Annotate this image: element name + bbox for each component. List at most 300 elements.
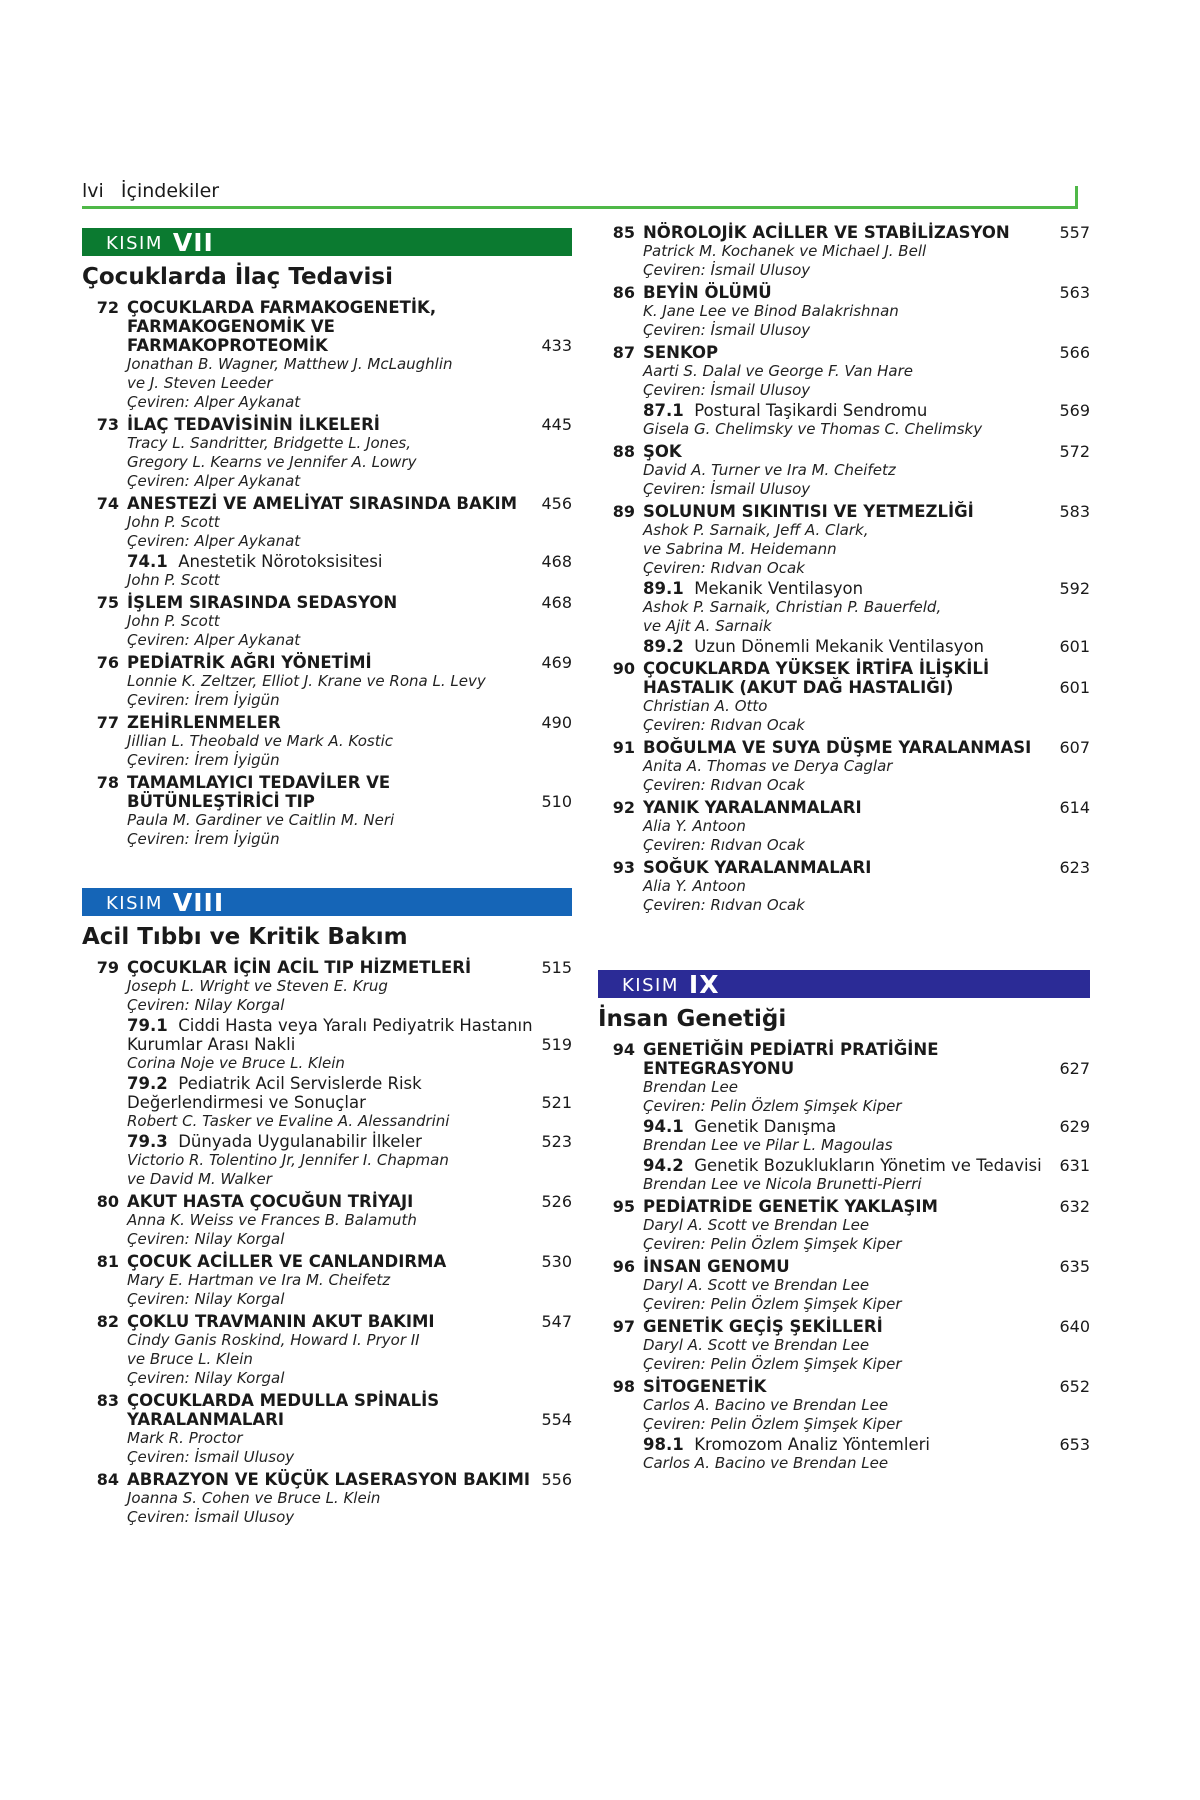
- chapter-title[interactable]: GENETİĞİN PEDİATRİ PRATİĞİNE ENTEGRASYONU: [643, 1040, 939, 1078]
- chapter-title-row: [643, 223, 1090, 242]
- chapter-entry[interactable]: [82, 713, 572, 770]
- page-number: 623: [1059, 858, 1090, 877]
- author-line: Gisela G. Chelimsky ve Thomas C. Chelimsky: [643, 420, 983, 438]
- chapter-entry[interactable]: [598, 1197, 1090, 1254]
- chapter-entry[interactable]: [82, 1470, 572, 1527]
- chapter-body: [127, 713, 572, 770]
- subchapter-title-row: [643, 579, 1090, 598]
- subchapter-number: 79.2: [127, 1074, 168, 1093]
- chapter-entry[interactable]: [82, 653, 572, 710]
- chapter-title-row: [127, 1192, 572, 1211]
- chapter-number: 94: [612, 1040, 635, 1059]
- chapter-title[interactable]: YANIK YARALANMALARI: [643, 798, 862, 817]
- translator-line: Çeviren: Nilay Korgal: [127, 1369, 285, 1387]
- chapter-title-row: [127, 298, 572, 355]
- chapter-title-row: [127, 773, 572, 811]
- subchapter-title-row: [643, 1156, 1090, 1175]
- subchapter-title[interactable]: Kromozom Analiz Yöntemleri: [694, 1435, 930, 1454]
- subchapter-number: 89.1: [643, 579, 684, 598]
- chapter-body: [643, 223, 1090, 280]
- chapter-title-row: [127, 1470, 572, 1489]
- chapter-title-row: [643, 659, 1090, 697]
- chapter-title[interactable]: ZEHİRLENMELER: [127, 713, 281, 732]
- author-line: David A. Turner ve Ira M. Cheifetz: [643, 461, 896, 479]
- chapter-title-row: [643, 502, 1090, 521]
- chapter-title[interactable]: ÇOCUKLARDA YÜKSEK İRTİFA İLİŞKİLİ HASTALIK (AKUT DAĞ HASTALIĞI): [643, 659, 990, 697]
- author-line: Robert C. Tasker ve Evaline A. Alessandrini: [127, 1112, 450, 1130]
- chapter-number: 85: [612, 223, 635, 242]
- chapter-number: 95: [612, 1197, 635, 1216]
- subchapter-title[interactable]: Mekanik Ventilasyon: [694, 579, 864, 598]
- author-line: Brendan Lee ve Pilar L. Magoulas: [643, 1136, 893, 1154]
- chapter-body: [643, 1197, 1090, 1254]
- chapter-title[interactable]: İŞLEM SIRASINDA SEDASYON: [127, 593, 398, 612]
- chapter-title[interactable]: ŞOK: [643, 442, 682, 461]
- page-number: 601: [1059, 637, 1090, 656]
- chapter-entry[interactable]: [598, 1257, 1090, 1314]
- subchapter-title-row: [643, 1117, 1090, 1136]
- author-line: Corina Noje ve Bruce L. Klein: [127, 1054, 345, 1072]
- author-line: Carlos A. Bacino ve Brendan Lee: [643, 1396, 889, 1414]
- subchapter-title[interactable]: Genetik Danışma: [694, 1117, 837, 1136]
- page-number: 526: [541, 1192, 572, 1211]
- author-line: Mary E. Hartman ve Ira M. Cheifetz: [127, 1271, 391, 1289]
- chapter-body: [127, 494, 572, 590]
- chapter-number: 73: [96, 415, 119, 434]
- chapter-body: [127, 958, 572, 1189]
- header-rule-tick: [1075, 186, 1078, 209]
- part-keyword: KISIM: [622, 975, 679, 996]
- translator-line: Çeviren: Alper Aykanat: [127, 472, 301, 490]
- chapter-body: [643, 858, 1090, 915]
- page-number: 433: [541, 336, 572, 355]
- page-number: 569: [1059, 401, 1090, 420]
- chapter-number: 81: [96, 1252, 119, 1271]
- chapter-entry[interactable]: [82, 494, 572, 590]
- subchapter-title[interactable]: Uzun Dönemli Mekanik Ventilasyon: [694, 637, 984, 656]
- translator-line: Çeviren: İrem İyigün: [127, 751, 280, 769]
- chapter-body: [643, 659, 1090, 735]
- chapter-title[interactable]: GENETİK GEÇİŞ ŞEKİLLERİ: [643, 1317, 883, 1336]
- subchapter-number: 98.1: [643, 1435, 684, 1454]
- part-band: [82, 888, 572, 916]
- page-number: 572: [1059, 442, 1090, 461]
- translator-line: Çeviren: Rıdvan Ocak: [643, 836, 805, 854]
- translator-line: Çeviren: Alper Aykanat: [127, 631, 301, 649]
- chapter-title-row: [643, 738, 1090, 757]
- page-number: lvi: [82, 180, 104, 202]
- chapter-entry[interactable]: [598, 343, 1090, 439]
- chapter-title-row: [127, 1252, 572, 1271]
- chapter-number: 98: [612, 1377, 635, 1396]
- author-line: Brendan Lee: [643, 1078, 738, 1096]
- chapter-title[interactable]: ÇOCUKLAR İÇİN ACİL TIP HİZMETLERİ: [127, 958, 472, 977]
- page-number: 583: [1059, 502, 1090, 521]
- part-title: Çocuklarda İlaç Tedavisi: [82, 264, 393, 290]
- chapter-number: 84: [96, 1470, 119, 1489]
- chapter-title-row: [127, 494, 572, 513]
- translator-line: Çeviren: Alper Aykanat: [127, 532, 301, 550]
- chapter-number: 79: [96, 958, 119, 977]
- author-line: Joseph L. Wright ve Steven E. Krug: [127, 977, 388, 995]
- part-title: Acil Tıbbı ve Kritik Bakım: [82, 924, 408, 950]
- page-number: 632: [1059, 1197, 1090, 1216]
- subchapter-title-row: [127, 552, 572, 571]
- subchapter-number: 94.2: [643, 1156, 684, 1175]
- subchapter-title-row: [643, 401, 1090, 420]
- chapter-body: [643, 343, 1090, 439]
- page-number: 456: [541, 494, 572, 513]
- chapter-entry[interactable]: [82, 593, 572, 650]
- page-number: 607: [1059, 738, 1090, 757]
- chapter-body: [127, 1391, 572, 1467]
- author-line: Brendan Lee ve Nicola Brunetti-Pierri: [643, 1175, 922, 1193]
- subchapter-number: 87.1: [643, 401, 684, 420]
- translator-line: Çeviren: İsmail Ulusoy: [127, 1508, 295, 1526]
- subchapter-title-wrap: [643, 579, 1052, 598]
- chapter-entry[interactable]: [598, 442, 1090, 499]
- author-line: Gregory L. Kearns ve Jennifer A. Lowry: [127, 453, 417, 471]
- subchapter-title-wrap: [643, 1117, 1052, 1136]
- author-line: Ashok P. Sarnaik, Christian P. Bauerfeld,: [643, 598, 942, 616]
- chapter-title-row: [643, 1377, 1090, 1396]
- translator-line: Çeviren: İsmail Ulusoy: [127, 1448, 295, 1466]
- translator-line: Çeviren: Rıdvan Ocak: [643, 716, 805, 734]
- chapter-entry[interactable]: [598, 502, 1090, 656]
- page-number: 592: [1059, 579, 1090, 598]
- running-title: İçindekiler: [120, 180, 220, 202]
- chapter-number: 91: [612, 738, 635, 757]
- chapter-number: 97: [612, 1317, 635, 1336]
- author-line: John P. Scott: [127, 612, 220, 630]
- chapter-entry[interactable]: [598, 659, 1090, 735]
- subchapter-title-row: [127, 1132, 572, 1151]
- right-column: [598, 223, 1090, 1476]
- translator-line: Çeviren: Nilay Korgal: [127, 1290, 285, 1308]
- author-line: Christian A. Otto: [643, 697, 768, 715]
- subchapter-title-wrap: [643, 1435, 1052, 1454]
- chapter-number: 96: [612, 1257, 635, 1276]
- chapter-title-row: [643, 1257, 1090, 1276]
- author-line: Alia Y. Antoon: [643, 817, 746, 835]
- subchapter-title-row: [127, 1074, 572, 1112]
- chapter-title-row: [127, 1391, 572, 1429]
- translator-line: Çeviren: Pelin Özlem Şimşek Kiper: [643, 1415, 902, 1433]
- page-number: 469: [541, 653, 572, 672]
- page-number: 468: [541, 552, 572, 571]
- page-number: 640: [1059, 1317, 1090, 1336]
- part-keyword: KISIM: [106, 233, 163, 254]
- chapter-title[interactable]: SİTOGENETİK: [643, 1377, 767, 1396]
- author-line: Aarti S. Dalal ve George F. Van Hare: [643, 362, 913, 380]
- chapter-body: [643, 442, 1090, 499]
- chapter-number: 80: [96, 1192, 119, 1211]
- author-line: Carlos A. Bacino ve Brendan Lee: [643, 1454, 889, 1472]
- translator-line: Çeviren: İsmail Ulusoy: [643, 261, 811, 279]
- chapter-number: 88: [612, 442, 635, 461]
- chapter-body: [127, 298, 572, 412]
- subchapter-title-row: [643, 1435, 1090, 1454]
- subchapter-title-wrap: [127, 552, 534, 571]
- page-number: 652: [1059, 1377, 1090, 1396]
- translator-line: Çeviren: İsmail Ulusoy: [643, 480, 811, 498]
- subchapter-number: 94.1: [643, 1117, 684, 1136]
- subchapter-entry[interactable]: [643, 1435, 1090, 1473]
- chapter-body: [643, 798, 1090, 855]
- subchapter-entry[interactable]: [643, 637, 1090, 656]
- page-number: 519: [541, 1035, 572, 1054]
- chapter-title[interactable]: ÇOCUK ACİLLER VE CANLANDIRMA: [127, 1252, 447, 1271]
- subchapter-entry[interactable]: [127, 1016, 572, 1073]
- subchapter-title[interactable]: Postural Taşikardi Sendromu: [694, 401, 928, 420]
- chapter-entry[interactable]: [82, 1252, 572, 1309]
- part-numeral: IX: [688, 970, 720, 999]
- chapter-entry[interactable]: [82, 1312, 572, 1388]
- chapter-body: [127, 653, 572, 710]
- chapter-title[interactable]: AKUT HASTA ÇOCUĞUN TRİYAJI: [127, 1192, 414, 1211]
- chapter-entry[interactable]: [598, 1377, 1090, 1473]
- chapter-title-row: [643, 1317, 1090, 1336]
- chapter-entry[interactable]: [82, 773, 572, 849]
- chapter-number: 74: [96, 494, 119, 513]
- chapter-body: [643, 1257, 1090, 1314]
- chapter-title-row: [643, 858, 1090, 877]
- page-number: 614: [1059, 798, 1090, 817]
- chapter-title[interactable]: İLAÇ TEDAVİSİNİN İLKELERİ: [127, 415, 380, 434]
- chapter-number: 82: [96, 1312, 119, 1331]
- chapter-title-row: [643, 1197, 1090, 1216]
- subchapter-title-wrap: [127, 1074, 534, 1112]
- subchapter-title[interactable]: Anestetik Nörotoksisitesi: [178, 552, 383, 571]
- chapter-body: [643, 1040, 1090, 1194]
- page-number: 510: [541, 792, 572, 811]
- chapter-title[interactable]: ANESTEZİ VE AMELİYAT SIRASINDA BAKIM: [127, 494, 518, 513]
- author-line: Daryl A. Scott ve Brendan Lee: [643, 1336, 870, 1354]
- chapter-number: 78: [96, 773, 119, 792]
- author-line: Daryl A. Scott ve Brendan Lee: [643, 1216, 870, 1234]
- left-column: [82, 228, 572, 1530]
- author-line: John P. Scott: [127, 513, 220, 531]
- chapter-title-row: [643, 798, 1090, 817]
- chapter-title-row: [643, 283, 1090, 302]
- page-number: 556: [541, 1470, 572, 1489]
- chapter-title[interactable]: İNSAN GENOMU: [643, 1257, 790, 1276]
- chapter-number: 87: [612, 343, 635, 362]
- chapter-title[interactable]: ÇOKLU TRAVMANIN AKUT BAKIMI: [127, 1312, 435, 1331]
- chapter-number: 90: [612, 659, 635, 678]
- subchapter-entry[interactable]: [643, 579, 1090, 636]
- chapter-body: [127, 593, 572, 650]
- subchapter-title-wrap: [127, 1132, 534, 1151]
- subchapter-title-wrap: [127, 1016, 534, 1054]
- translator-line: Çeviren: İsmail Ulusoy: [643, 381, 811, 399]
- page-number: 635: [1059, 1257, 1090, 1276]
- chapter-body: [127, 1312, 572, 1388]
- subchapter-entry[interactable]: [643, 1117, 1090, 1155]
- author-line: Jillian L. Theobald ve Mark A. Kostic: [127, 732, 393, 750]
- translator-line: Çeviren: Pelin Özlem Şimşek Kiper: [643, 1355, 902, 1373]
- chapter-title-row: [127, 713, 572, 732]
- page-number: 515: [541, 958, 572, 977]
- author-line: Ashok P. Sarnaik, Jeff A. Clark,: [643, 521, 869, 539]
- author-line: Alia Y. Antoon: [643, 877, 746, 895]
- chapter-title[interactable]: ÇOCUKLARDA FARMAKOGENETİK, FARMAKOGENOMİK VE FARMAKOPROTEOMİK: [127, 298, 437, 355]
- author-line: Tracy L. Sandritter, Bridgette L. Jones,: [127, 434, 412, 452]
- part-ix: [598, 970, 1090, 1473]
- chapter-body: [643, 1377, 1090, 1473]
- chapter-title[interactable]: SOLUNUM SIKINTISI VE YETMEZLİĞİ: [643, 502, 974, 521]
- page-number: 445: [541, 415, 572, 434]
- chapter-body: [643, 738, 1090, 795]
- author-line: K. Jane Lee ve Binod Balakrishnan: [643, 302, 899, 320]
- translator-line: Çeviren: Rıdvan Ocak: [643, 776, 805, 794]
- author-line: Patrick M. Kochanek ve Michael J. Bell: [643, 242, 927, 260]
- subchapter-number: 79.3: [127, 1132, 168, 1151]
- page-number: 653: [1059, 1435, 1090, 1454]
- chapter-title-row: [643, 1040, 1090, 1078]
- chapter-number: 93: [612, 858, 635, 877]
- subchapter-number: 89.2: [643, 637, 684, 656]
- page-number: 627: [1059, 1059, 1090, 1078]
- subchapter-number: 74.1: [127, 552, 168, 571]
- chapter-entry[interactable]: [82, 298, 572, 412]
- chapter-title-row: [643, 343, 1090, 362]
- chapter-title[interactable]: PEDİATRİK AĞRI YÖNETİMİ: [127, 653, 372, 672]
- subchapter-number: 79.1: [127, 1016, 168, 1035]
- chapter-body: [127, 1252, 572, 1309]
- chapter-title[interactable]: ABRAZYON VE KÜÇÜK LASERASYON BAKIMI: [127, 1470, 531, 1489]
- header-rule: [82, 206, 1077, 209]
- page-number: 547: [541, 1312, 572, 1331]
- chapter-body: [643, 283, 1090, 340]
- part-viii-continued: [598, 223, 1090, 915]
- chapter-entry[interactable]: [82, 1391, 572, 1467]
- page-number: 629: [1059, 1117, 1090, 1136]
- part-viii: [82, 888, 572, 1527]
- translator-line: Çeviren: Rıdvan Ocak: [643, 559, 805, 577]
- subchapter-entry[interactable]: [127, 1132, 572, 1189]
- chapter-entry[interactable]: [82, 415, 572, 491]
- chapter-entry[interactable]: [598, 858, 1090, 915]
- subchapter-title-wrap: [643, 637, 1052, 656]
- translator-line: Çeviren: Pelin Özlem Şimşek Kiper: [643, 1097, 902, 1115]
- author-line: Anna K. Weiss ve Frances B. Balamuth: [127, 1211, 417, 1229]
- author-line: Mark R. Proctor: [127, 1429, 243, 1447]
- part-keyword: KISIM: [106, 893, 163, 914]
- chapter-entry[interactable]: [82, 1192, 572, 1249]
- subchapter-title[interactable]: Pediatrik Acil Servislerde Risk Değerlendirmesi ve Sonuçlar: [127, 1074, 422, 1112]
- chapter-number: 89: [612, 502, 635, 521]
- author-line: Cindy Ganis Roskind, Howard I. Pryor II: [127, 1331, 420, 1349]
- author-line: Joanna S. Cohen ve Bruce L. Klein: [127, 1489, 381, 1507]
- chapter-title-row: [127, 593, 572, 612]
- author-line: Daryl A. Scott ve Brendan Lee: [643, 1276, 870, 1294]
- chapter-title-row: [127, 958, 572, 977]
- chapter-number: 72: [96, 298, 119, 317]
- chapter-entry[interactable]: [598, 738, 1090, 795]
- chapter-title-row: [643, 442, 1090, 461]
- chapter-number: 86: [612, 283, 635, 302]
- author-line: Paula M. Gardiner ve Caitlin M. Neri: [127, 811, 395, 829]
- author-line: Jonathan B. Wagner, Matthew J. McLaughlin: [127, 355, 453, 373]
- author-line: ve Ajit A. Sarnaik: [643, 617, 772, 635]
- part-band: [82, 228, 572, 256]
- chapter-number: 92: [612, 798, 635, 817]
- chapter-title[interactable]: TAMAMLAYICI TEDAVİLER VE BÜTÜNLEŞTİRİCİ TIP: [127, 773, 391, 811]
- part-vii: [82, 228, 572, 849]
- page-number: 631: [1059, 1156, 1090, 1175]
- translator-line: Çeviren: Nilay Korgal: [127, 1230, 285, 1248]
- subchapter-title[interactable]: Genetik Bozuklukların Yönetim ve Tedavisi: [694, 1156, 1042, 1175]
- translator-line: Çeviren: İsmail Ulusoy: [643, 321, 811, 339]
- chapter-body: [643, 502, 1090, 656]
- part-band: [598, 970, 1090, 998]
- chapter-title[interactable]: SOĞUK YARALANMALARI: [643, 858, 872, 877]
- author-line: Lonnie K. Zeltzer, Elliot J. Krane ve Rona L. Levy: [127, 672, 486, 690]
- chapter-title[interactable]: BOĞULMA VE SUYA DÜŞME YARALANMASI: [643, 738, 1032, 757]
- part-numeral: VII: [172, 228, 214, 257]
- chapter-title-row: [127, 415, 572, 434]
- subchapter-title-wrap: [643, 1156, 1052, 1175]
- chapter-body: [127, 1192, 572, 1249]
- chapter-title[interactable]: NÖROLOJİK ACİLLER VE STABİLİZASYON: [643, 223, 1010, 242]
- chapter-entry[interactable]: [598, 1040, 1090, 1194]
- page-number: 523: [541, 1132, 572, 1151]
- chapter-title[interactable]: ÇOCUKLARDA MEDULLA SPİNALİS YARALANMALARI: [127, 1391, 440, 1429]
- page-number: 521: [541, 1093, 572, 1112]
- chapter-entry[interactable]: [598, 1317, 1090, 1374]
- chapter-entry[interactable]: [598, 283, 1090, 340]
- chapter-entry[interactable]: [82, 958, 572, 1189]
- chapter-title[interactable]: PEDİATRİDE GENETİK YAKLAŞIM: [643, 1197, 938, 1216]
- author-line: ve Bruce L. Klein: [127, 1350, 253, 1368]
- page-number: 530: [541, 1252, 572, 1271]
- chapter-number: 83: [96, 1391, 119, 1410]
- translator-line: Çeviren: Rıdvan Ocak: [643, 896, 805, 914]
- chapter-body: [643, 1317, 1090, 1374]
- chapter-title[interactable]: BEYİN ÖLÜMÜ: [643, 283, 772, 302]
- chapter-number: 76: [96, 653, 119, 672]
- author-line: John P. Scott: [127, 571, 220, 589]
- subchapter-entry[interactable]: [127, 1074, 572, 1131]
- chapter-number: 77: [96, 713, 119, 732]
- subchapter-title[interactable]: Ciddi Hasta veya Yaralı Pediyatrik Hastanın Kurumlar Arası Nakli: [127, 1016, 533, 1054]
- translator-line: Çeviren: İrem İyigün: [127, 691, 280, 709]
- page-number: 563: [1059, 283, 1090, 302]
- author-line: ve Sabrina M. Heidemann: [643, 540, 837, 558]
- chapter-body: [127, 1470, 572, 1527]
- page-number: 468: [541, 593, 572, 612]
- subchapter-entry[interactable]: [643, 1156, 1090, 1194]
- author-line: ve David M. Walker: [127, 1170, 272, 1188]
- chapter-entry[interactable]: [598, 798, 1090, 855]
- subchapter-title-row: [643, 637, 1090, 656]
- chapter-title-row: [127, 653, 572, 672]
- subchapter-title[interactable]: Dünyada Uygulanabilir İlkeler: [178, 1132, 422, 1151]
- page-number: 566: [1059, 343, 1090, 362]
- page-number: 557: [1059, 223, 1090, 242]
- translator-line: Çeviren: Alper Aykanat: [127, 393, 301, 411]
- page-number: 554: [541, 1410, 572, 1429]
- part-title: İnsan Genetiği: [598, 1006, 787, 1032]
- chapter-entry[interactable]: [598, 223, 1090, 280]
- author-line: ve J. Steven Leeder: [127, 374, 273, 392]
- subchapter-entry[interactable]: [643, 401, 1090, 439]
- chapter-body: [127, 773, 572, 849]
- translator-line: Çeviren: Pelin Özlem Şimşek Kiper: [643, 1295, 902, 1313]
- subchapter-entry[interactable]: [127, 552, 572, 590]
- chapter-title[interactable]: SENKOP: [643, 343, 719, 362]
